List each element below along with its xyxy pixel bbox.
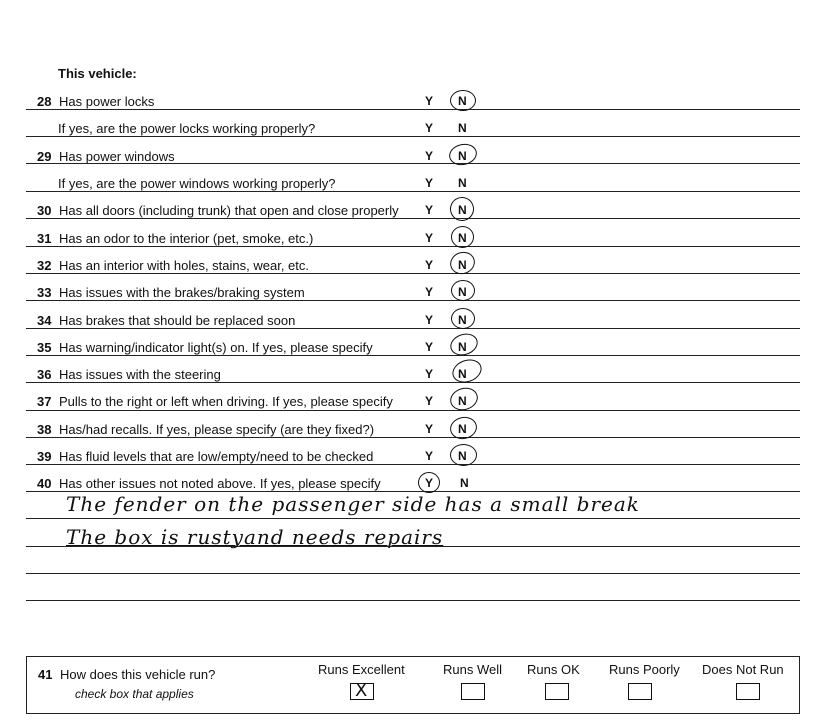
no-option[interactable]: N: [458, 285, 467, 299]
question-number: 40: [37, 476, 52, 491]
question-41: [38, 667, 215, 682]
line-rule: [26, 328, 800, 329]
checkbox-runs-poorly[interactable]: [628, 683, 652, 700]
yes-option[interactable]: Y: [425, 394, 434, 408]
question-text: Pulls to the right or left when driving. If yes, please specify: [59, 394, 393, 409]
no-option[interactable]: N: [458, 422, 467, 436]
question-text: Has other issues not noted above. If yes, please specify: [59, 476, 381, 491]
answer-circle: [447, 194, 478, 225]
question-36: [37, 367, 221, 382]
checkbox-runs-ok[interactable]: [545, 683, 569, 700]
yes-option[interactable]: Y: [425, 94, 434, 108]
question-37: [37, 394, 393, 409]
no-option[interactable]: N: [458, 176, 467, 190]
question-number: 29: [37, 149, 52, 164]
yes-option[interactable]: Y: [425, 258, 434, 272]
question-30: [37, 203, 399, 218]
section-title: This vehicle:: [58, 66, 137, 81]
question-39: [37, 449, 373, 464]
answer-circle: [418, 472, 440, 493]
yes-option[interactable]: Y: [425, 449, 434, 463]
checkbox-runs-well[interactable]: [461, 683, 485, 700]
check-mark: X: [355, 680, 368, 701]
line-rule: [26, 136, 800, 137]
question-40: [37, 476, 381, 491]
question-number: 41: [38, 667, 53, 682]
no-option[interactable]: N: [458, 449, 467, 463]
line-rule: [26, 273, 800, 274]
line-rule: [26, 382, 800, 383]
yes-option[interactable]: Y: [425, 231, 434, 245]
question-text: Has warning/indicator light(s) on. If yes, please specify: [59, 340, 373, 355]
question-text: Has/had recalls. If yes, please specify (are they fixed?): [59, 422, 375, 437]
no-option[interactable]: N: [458, 340, 467, 354]
yes-option[interactable]: Y: [425, 422, 434, 436]
question-number: 37: [37, 394, 52, 409]
answer-circle: [451, 280, 475, 301]
option-label-runs-poorly: Runs Poorly: [609, 662, 680, 677]
checkbox-runs-excellent[interactable]: [350, 680, 374, 701]
no-option[interactable]: N: [458, 394, 467, 408]
question-number: 28: [37, 94, 52, 109]
yes-option[interactable]: Y: [425, 121, 434, 135]
question-text: Has issues with the brakes/braking system: [59, 285, 305, 300]
question-number: 36: [37, 367, 52, 382]
yes-option[interactable]: Y: [425, 313, 434, 327]
question-number: 34: [37, 313, 52, 328]
yes-option[interactable]: Y: [425, 176, 434, 190]
question-text: Has fluid levels that are low/empty/need to be checked: [59, 449, 374, 464]
no-option[interactable]: N: [458, 121, 467, 135]
option-label-runs-well: Runs Well: [443, 662, 503, 677]
line-rule: [26, 464, 800, 465]
question-text: Has brakes that should be replaced soon: [59, 313, 296, 328]
answer-circle: [450, 444, 477, 466]
question-41-box: [26, 656, 800, 714]
question-number: 33: [37, 285, 52, 300]
question-29: [37, 149, 175, 164]
question-number: 39: [37, 449, 52, 464]
line-rule: [26, 355, 800, 356]
line-rule: [26, 109, 800, 110]
question-text: Has issues with the steering: [59, 367, 221, 382]
line-rule: [26, 191, 800, 192]
yes-option[interactable]: Y: [425, 203, 434, 217]
question-number: 35: [37, 340, 52, 355]
question-34: [37, 313, 295, 328]
line-rule: [26, 410, 800, 411]
question-32: [37, 258, 309, 273]
question-41-hint: check box that applies: [75, 687, 194, 701]
question-text: Has an interior with holes, stains, wear, etc.: [59, 258, 310, 273]
question-31: [37, 231, 313, 246]
checkbox-does-not-run[interactable]: [736, 683, 760, 700]
question-29-followup: [58, 176, 335, 191]
question-text: Has power locks: [59, 94, 155, 109]
question-35: [37, 340, 373, 355]
option-label-does-not-run: Does Not Run: [702, 662, 784, 677]
no-option[interactable]: N: [458, 367, 467, 381]
handwritten-line-2: The box is rustyand needs repairs: [66, 525, 444, 549]
question-28: [37, 94, 154, 109]
line-rule: [26, 246, 800, 247]
no-option[interactable]: N: [458, 203, 467, 217]
option-label-runs-excellent: Runs Excellent: [318, 662, 405, 677]
line-rule: [26, 218, 800, 219]
question-28-followup: [58, 121, 315, 136]
yes-option[interactable]: Y: [425, 476, 434, 490]
question-38: [37, 422, 374, 437]
handwritten-line-1: The fender on the passenger side has a small break: [66, 492, 640, 516]
no-option[interactable]: N: [458, 94, 467, 108]
yes-option[interactable]: Y: [425, 340, 434, 354]
no-option[interactable]: N: [458, 231, 467, 245]
question-number: 38: [37, 422, 52, 437]
question-text: Has all doors (including trunk) that open and close properly: [59, 203, 399, 218]
question-number: 30: [37, 203, 52, 218]
answer-circle: [450, 90, 476, 111]
yes-option[interactable]: Y: [425, 367, 434, 381]
no-option[interactable]: N: [458, 149, 467, 163]
answer-circle: [451, 308, 475, 329]
question-number: 31: [37, 231, 52, 246]
question-text: If yes, are the power windows working properly?: [58, 176, 336, 191]
line-rule: [26, 437, 800, 438]
question-text: Has power windows: [59, 149, 175, 164]
no-option[interactable]: N: [460, 476, 469, 490]
no-option[interactable]: N: [458, 313, 467, 327]
yes-option[interactable]: Y: [425, 149, 434, 163]
line-rule: [26, 518, 800, 519]
question-text: Has an odor to the interior (pet, smoke, etc.): [59, 231, 314, 246]
answer-circle: [451, 226, 474, 248]
question-text: If yes, are the power locks working properly?: [58, 121, 316, 136]
question-number: 32: [37, 258, 52, 273]
question-text: How does this vehicle run?: [60, 667, 216, 682]
question-33: [37, 285, 305, 300]
yes-option[interactable]: Y: [425, 285, 434, 299]
no-option[interactable]: N: [458, 258, 467, 272]
line-rule: [26, 600, 800, 601]
line-rule: [26, 573, 800, 574]
option-label-runs-ok: Runs OK: [527, 662, 580, 677]
line-rule: [26, 300, 800, 301]
